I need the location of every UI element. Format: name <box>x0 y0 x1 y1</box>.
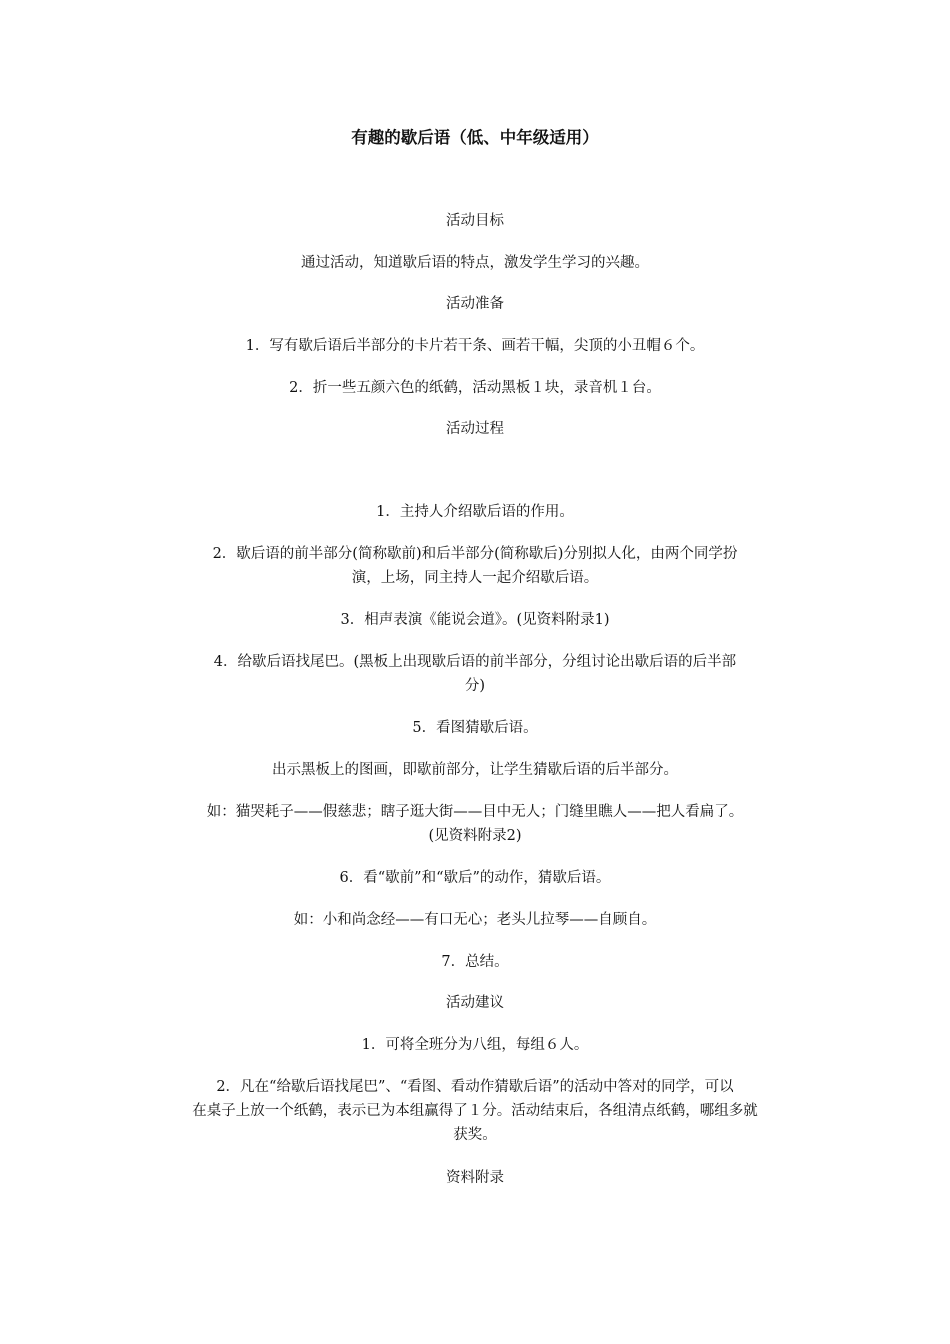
process-item-4-line-1: 4．给歇后语找尾巴。(黑板上出现歇后语的前半部分，分组讨论出歇后语的后半部 <box>213 654 737 670</box>
section-heading-suggestions: 活动建议 <box>446 995 504 1011</box>
process-item-3: 3．相声表演《能说会道》。(见资料附录1) <box>340 612 610 628</box>
process-item-5-example-line-1: 如：猫哭耗子——假慈悲；瞎子逛大街——目中无人；门缝里瞧人——把人看扁了。 <box>206 804 744 820</box>
process-item-5: 5．看图猜歇后语。 <box>412 720 538 736</box>
process-item-5-detail: 出示黑板上的图画，即歇前部分，让学生猜歇后语的后半部分。 <box>272 762 678 778</box>
preparation-item-2: 2．折一些五颜六色的纸鹤，活动黑板１块，录音机１台。 <box>289 380 661 396</box>
document-page <box>150 0 800 1344</box>
preparation-item-1: 1．写有歇后语后半部分的卡片若干条、画若干幅，尖顶的小丑帽６个。 <box>245 338 705 354</box>
suggestion-item-2-line-1: 2．凡在“给歇后语找尾巴”、“看图、看动作猜歇后语”的活动中答对的同学，可以 <box>216 1079 734 1095</box>
suggestion-item-2-line-2: 在桌子上放一个纸鹤，表示已为本组赢得了１分。活动结束后，各组清点纸鹤，哪组多就 <box>192 1103 758 1119</box>
process-item-2-line-1: 2．歇后语的前半部分(简称歇前)和后半部分(简称歇后)分别拟人化，由两个同学扮 <box>212 546 738 562</box>
section-heading-preparation: 活动准备 <box>446 296 504 312</box>
suggestion-item-1: 1．可将全班分为八组，每组６人。 <box>361 1037 589 1053</box>
goal-text: 通过活动，知道歇后语的特点，激发学生学习的兴趣。 <box>301 255 649 271</box>
document-title: 有趣的歇后语（低、中年级适用） <box>351 128 599 147</box>
process-item-7: 7．总结。 <box>441 954 509 970</box>
section-heading-appendix: 资料附录 <box>446 1170 504 1186</box>
process-item-1: 1．主持人介绍歇后语的作用。 <box>376 504 574 520</box>
process-item-6: 6．看“歇前”和“歇后”的动作，猜歇后语。 <box>339 870 611 886</box>
process-item-2-line-2: 演，上场，同主持人一起介绍歇后语。 <box>351 570 599 586</box>
section-heading-process: 活动过程 <box>446 421 504 437</box>
section-heading-goals: 活动目标 <box>446 213 504 229</box>
process-item-6-example: 如：小和尚念经——有口无心；老头儿拉琴——自顾自。 <box>293 912 657 928</box>
process-item-5-example-line-2: (见资料附录2) <box>428 828 522 844</box>
suggestion-item-2-line-3: 获奖。 <box>453 1127 497 1143</box>
process-item-4-line-2: 分) <box>464 678 486 694</box>
